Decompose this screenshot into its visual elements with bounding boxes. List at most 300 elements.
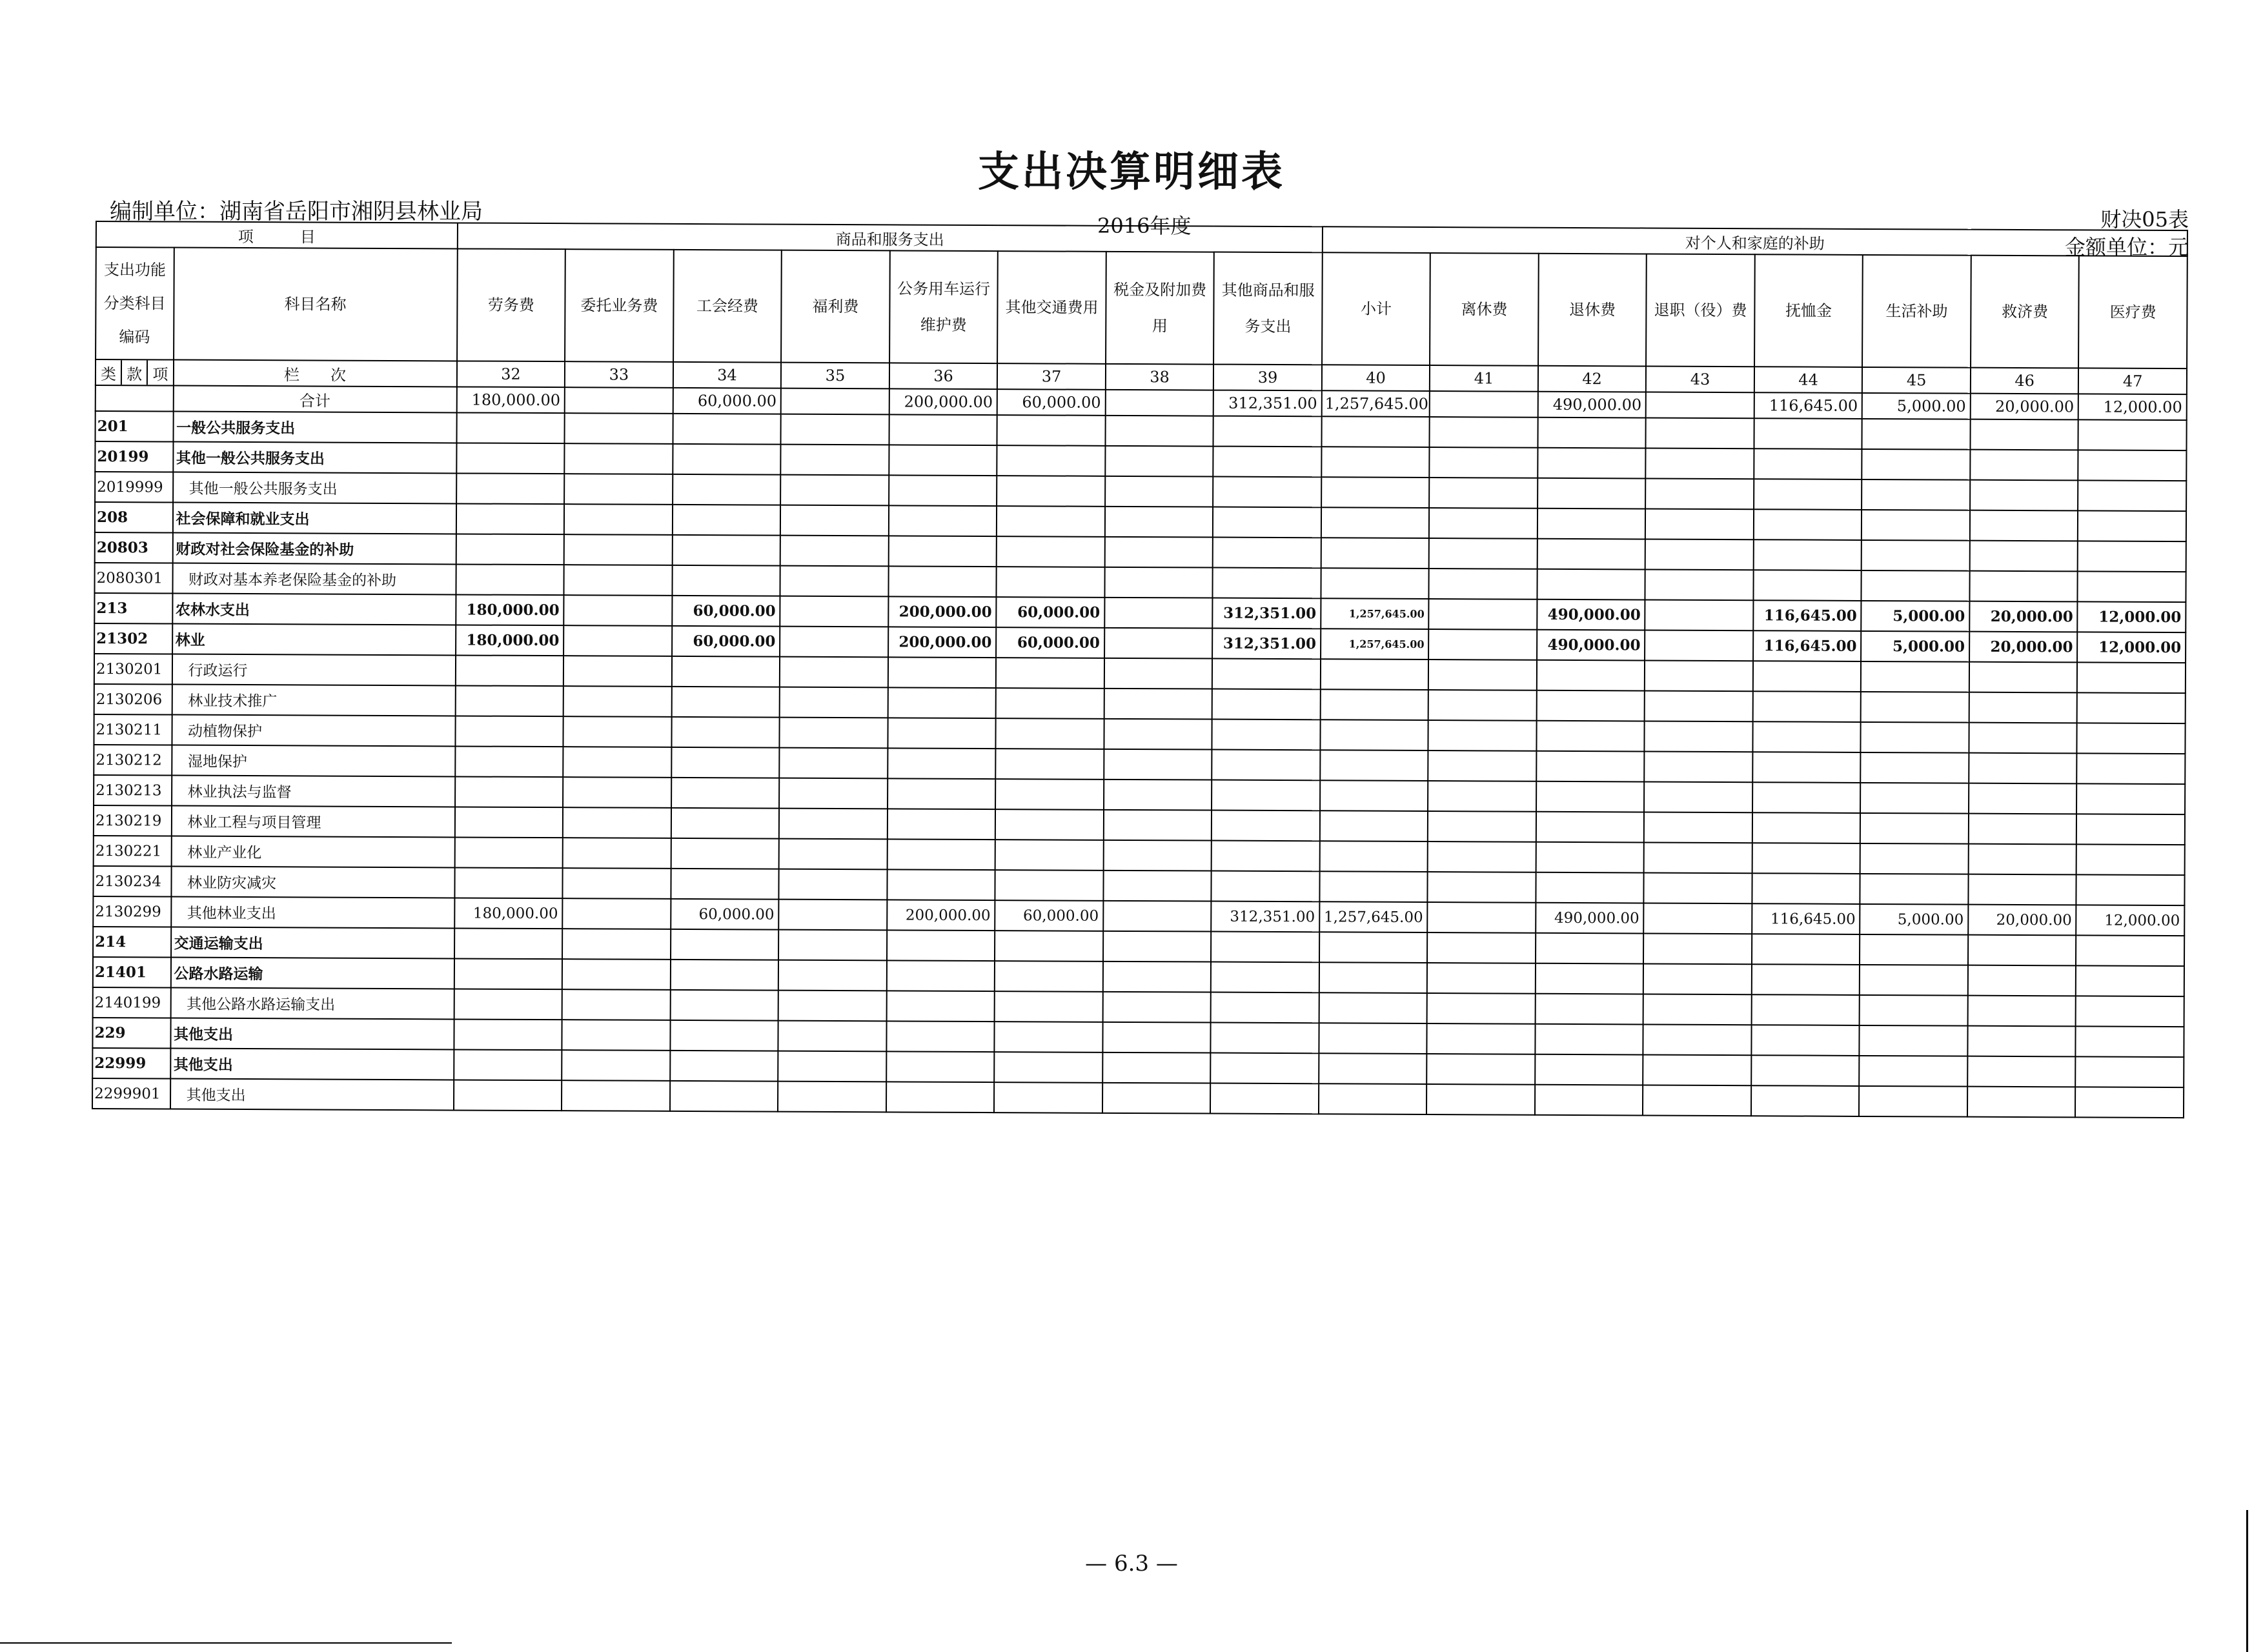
- amount-cell: [1862, 540, 1970, 571]
- amount-cell: [1861, 692, 1969, 723]
- amount-cell: [2076, 814, 2185, 845]
- column-header: 福利费: [781, 250, 889, 363]
- amount-cell: [2076, 996, 2184, 1027]
- amount-cell: [1211, 1023, 1319, 1054]
- category-subheader: [96, 359, 174, 386]
- scan-edge-line: [0, 1642, 452, 1644]
- amount-cell: [672, 535, 780, 566]
- column-header: 医疗费: [2078, 256, 2187, 368]
- amount-cell: [1320, 720, 1428, 750]
- amount-cell: [778, 1082, 886, 1113]
- amount-cell: [1211, 992, 1319, 1023]
- column-number: 47: [2078, 368, 2187, 394]
- amount-cell: [1427, 932, 1536, 963]
- amount-cell: [1752, 964, 1860, 995]
- amount-cell: 200,000.00: [888, 596, 997, 627]
- amount-cell: [1968, 874, 2076, 905]
- amount-cell: [1535, 1024, 1643, 1055]
- amount-cell: 200,000.00: [888, 627, 997, 658]
- amount-cell: [1536, 933, 1644, 964]
- amount-cell: [454, 837, 563, 868]
- amount-cell: [1643, 933, 1752, 964]
- amount-cell: [1862, 479, 1970, 510]
- amount-cell: [1861, 661, 1969, 692]
- amount-cell: [1644, 903, 1752, 934]
- amount-cell: [671, 929, 779, 960]
- amount-cell: [1860, 874, 1969, 905]
- column-header: 公务用车运行维护费: [889, 250, 998, 363]
- expenditure-table-wrapper: [92, 221, 2188, 1164]
- amount-cell: [995, 931, 1103, 962]
- amount-cell: [1428, 902, 1536, 933]
- amount-cell: 116,645.00: [1753, 630, 1862, 661]
- amount-cell: [1536, 751, 1645, 782]
- amount-cell: [1428, 781, 1536, 812]
- subject-code: 2130219: [94, 805, 172, 836]
- amount-cell: [1751, 1025, 1860, 1056]
- amount-cell: [1212, 841, 1320, 872]
- subject-name: 林业工程与项目管理: [171, 806, 454, 838]
- subject-name: 财政对社会保险基金的补助: [172, 533, 456, 565]
- amount-cell: [1645, 478, 1754, 509]
- amount-cell: [1969, 814, 2077, 845]
- amount-cell: [1103, 931, 1212, 962]
- amount-cell: [1645, 539, 1754, 570]
- subject-code: 2130201: [94, 654, 172, 685]
- column-number: 39: [1213, 365, 1322, 391]
- amount-cell: [1753, 570, 1862, 601]
- amount-cell: [778, 1051, 886, 1082]
- column-header: 其他商品和服务支出: [1213, 252, 1322, 365]
- subject-code: 213: [94, 593, 172, 624]
- amount-cell: 312,351.00: [1212, 902, 1320, 932]
- amount-cell: [1430, 447, 1538, 478]
- column-number: 38: [1106, 364, 1214, 390]
- subject-name: 林业防灾减灾: [171, 867, 454, 898]
- amount-cell: [889, 475, 997, 506]
- amount-cell: 180,000.00: [456, 625, 564, 656]
- amount-cell: [672, 565, 780, 596]
- subject-name: 一般公共服务支出: [173, 412, 456, 443]
- amount-cell: [886, 1051, 995, 1082]
- amount-cell: [780, 566, 889, 597]
- amount-cell: [670, 1051, 778, 1082]
- amount-cell: [562, 1080, 670, 1111]
- amount-cell: [886, 1021, 995, 1052]
- column-number: 41: [1430, 365, 1538, 392]
- amount-cell: [1645, 599, 1754, 630]
- amount-cell: [2078, 510, 2186, 541]
- amount-cell: [1969, 844, 2077, 875]
- amount-cell: 60,000.00: [997, 597, 1105, 628]
- amount-cell: [1320, 750, 1428, 781]
- amount-cell: [778, 991, 887, 1022]
- page-number: — 6.3 —: [1085, 1551, 1178, 1576]
- amount-cell: 312,351.00: [1212, 629, 1321, 660]
- amount-cell: [996, 718, 1104, 749]
- amount-cell: [2076, 844, 2185, 875]
- amount-cell: [671, 687, 780, 718]
- total-code-cell: [96, 385, 174, 412]
- amount-cell: 180,000.00: [454, 898, 563, 929]
- amount-cell: 490,000.00: [1536, 903, 1644, 934]
- amount-cell: [1645, 569, 1754, 600]
- amount-cell: [889, 505, 997, 536]
- total-cell: [1430, 391, 1538, 418]
- compiling-unit: 编制单位：湖南省岳阳市湘阴县林业局: [110, 199, 483, 225]
- amount-cell: [1860, 995, 1968, 1026]
- column-number: 44: [1754, 367, 1863, 393]
- amount-cell: [779, 869, 888, 900]
- name-header: 科目名称: [174, 248, 458, 361]
- amount-cell: [671, 838, 779, 869]
- amount-cell: [2078, 571, 2186, 602]
- amount-cell: [1751, 1085, 1860, 1116]
- amount-cell: [1751, 994, 1860, 1025]
- amount-cell: [889, 414, 997, 445]
- amount-cell: [1751, 1055, 1860, 1086]
- amount-cell: 60,000.00: [996, 627, 1104, 658]
- amount-cell: 60,000.00: [995, 900, 1104, 931]
- amount-cell: [1426, 1084, 1535, 1115]
- total-cell: 12,000.00: [2078, 394, 2187, 420]
- column-header: 工会经费: [673, 250, 782, 363]
- amount-cell: [1319, 962, 1428, 993]
- amount-cell: [1644, 842, 1752, 873]
- amount-cell: [1752, 934, 1860, 965]
- subject-name: 其他一般公共服务支出: [173, 472, 456, 504]
- amount-cell: [1428, 750, 1537, 781]
- amount-cell: [1752, 782, 1861, 813]
- amount-cell: [454, 867, 563, 898]
- amount-cell: [1537, 418, 1646, 448]
- amount-cell: [1102, 1083, 1211, 1114]
- personal-subsidy-group-header: 对个人和家庭的补助: [1323, 227, 2187, 256]
- subject-code: 201: [96, 411, 174, 442]
- form-number: 财决05表: [2100, 207, 2189, 232]
- amount-cell: [562, 989, 671, 1020]
- amount-cell: [2076, 783, 2185, 814]
- amount-cell: [563, 686, 672, 717]
- amount-cell: [888, 748, 996, 779]
- amount-cell: [1969, 571, 2078, 602]
- amount-cell: [562, 959, 671, 990]
- column-number: 43: [1646, 366, 1754, 392]
- amount-cell: [1319, 992, 1427, 1023]
- amount-cell: [1753, 691, 1862, 722]
- amount-cell: [1860, 843, 1969, 874]
- amount-cell: [780, 536, 889, 567]
- amount-cell: [887, 839, 995, 870]
- amount-cell: [1321, 447, 1430, 478]
- amount-cell: 20,000.00: [1969, 601, 2078, 632]
- amount-cell: [1969, 783, 2077, 814]
- amount-cell: [1319, 871, 1428, 902]
- amount-cell: [1646, 448, 1754, 479]
- code-header: 支出功能分类科目编码: [96, 247, 174, 360]
- amount-cell: [2075, 1087, 2184, 1118]
- amount-cell: 60,000.00: [672, 626, 780, 657]
- subject-name: 林业: [172, 624, 456, 656]
- column-number: 42: [1538, 366, 1647, 392]
- column-header: 税金及附加费用: [1106, 252, 1214, 365]
- amount-cell: [1861, 752, 1969, 783]
- amount-cell: [673, 414, 781, 445]
- amount-cell: [1320, 811, 1428, 841]
- subject-name: 其他支出: [170, 1018, 454, 1050]
- column-header: 退休费: [1538, 254, 1647, 367]
- amount-cell: [563, 807, 671, 838]
- amount-cell: [1427, 1054, 1536, 1085]
- amount-cell: [673, 474, 781, 505]
- amount-cell: [1213, 507, 1321, 538]
- amount-cell: [1427, 993, 1536, 1024]
- amount-cell: [1537, 660, 1645, 691]
- amount-cell: [1537, 478, 1646, 509]
- header-row-columns: [96, 247, 2187, 368]
- amount-cell: [1104, 780, 1212, 811]
- amount-cell: [2076, 1056, 2184, 1087]
- amount-cell: [1102, 1022, 1211, 1053]
- column-header: 小计: [1322, 252, 1430, 365]
- column-number: 32: [457, 361, 565, 387]
- subject-code: 20803: [95, 532, 173, 563]
- amount-cell: [1211, 962, 1319, 993]
- amount-cell: [454, 1019, 562, 1050]
- amount-cell: [1643, 1024, 1752, 1055]
- amount-cell: [1320, 689, 1428, 720]
- amount-cell: 20,000.00: [1969, 632, 2078, 663]
- amount-cell: [1212, 659, 1321, 690]
- subject-name: 林业执法与监督: [172, 776, 455, 807]
- amount-cell: 180,000.00: [456, 594, 564, 625]
- amount-cell: [1754, 418, 1862, 449]
- column-header: 救济费: [1971, 256, 2079, 368]
- amount-cell: [564, 534, 673, 565]
- amount-cell: [1429, 538, 1537, 569]
- amount-cell: 60,000.00: [671, 899, 779, 930]
- amount-cell: [1859, 1086, 1967, 1117]
- amount-cell: 312,351.00: [1213, 598, 1321, 629]
- column-header: 其他交通费用: [997, 251, 1106, 364]
- amount-cell: [1102, 1053, 1211, 1083]
- amount-cell: [886, 1082, 995, 1113]
- amount-cell: [456, 655, 564, 686]
- amount-cell: [1536, 781, 1645, 812]
- amount-cell: [1970, 541, 2078, 572]
- amount-cell: [1861, 722, 1969, 753]
- amount-cell: [781, 414, 889, 445]
- goods-services-group-header: 商品和服务支出: [458, 223, 1323, 252]
- amount-cell: [1643, 994, 1752, 1025]
- amount-cell: [2078, 450, 2187, 481]
- subject-name: 其他林业支出: [171, 897, 454, 929]
- amount-cell: [1428, 629, 1537, 660]
- subject-name: 其他支出: [170, 1049, 454, 1080]
- subject-code: 2299901: [92, 1078, 170, 1109]
- amount-cell: [2077, 723, 2186, 754]
- amount-cell: 490,000.00: [1537, 630, 1645, 661]
- amount-cell: [780, 657, 888, 688]
- column-header: 委托业务费: [565, 249, 673, 362]
- amount-cell: [454, 1080, 562, 1111]
- amount-cell: [889, 445, 997, 476]
- amount-cell: [1967, 1087, 2076, 1118]
- total-cell: [781, 388, 889, 415]
- amount-cell: [2076, 874, 2185, 905]
- amount-cell: [888, 778, 996, 809]
- amount-cell: [1754, 479, 1862, 510]
- subject-code: 2130213: [94, 775, 172, 806]
- column-row-label: 栏 次: [173, 360, 456, 387]
- subject-name: 其他支出: [170, 1079, 454, 1111]
- amount-cell: [1427, 1023, 1536, 1054]
- column-number: 35: [781, 363, 889, 389]
- subject-code: 2130234: [93, 866, 171, 897]
- amount-cell: [456, 443, 565, 474]
- amount-cell: [670, 1081, 778, 1112]
- total-cell: 5,000.00: [1862, 393, 1971, 419]
- amount-cell: [1211, 1053, 1319, 1084]
- subject-name: 林业技术推广: [172, 685, 455, 716]
- amount-cell: [1105, 476, 1213, 507]
- amount-cell: [2077, 692, 2186, 723]
- total-cell: 60,000.00: [673, 388, 781, 414]
- amount-cell: [1103, 901, 1212, 932]
- amount-cell: [1319, 841, 1428, 872]
- amount-cell: [997, 445, 1106, 476]
- subject-name: 动植物保护: [172, 715, 455, 747]
- subject-name: 湿地保护: [172, 745, 455, 777]
- amount-cell: [780, 505, 889, 536]
- amount-cell: [1213, 447, 1322, 478]
- amount-cell: [780, 475, 889, 506]
- amount-cell: [670, 990, 778, 1021]
- amount-cell: [994, 1052, 1102, 1083]
- amount-cell: [888, 718, 996, 749]
- amount-cell: [888, 536, 997, 567]
- amount-cell: [1643, 1085, 1751, 1116]
- amount-cell: [887, 869, 995, 900]
- amount-cell: [563, 747, 671, 778]
- amount-cell: [1428, 872, 1536, 903]
- amount-cell: [1643, 1054, 1752, 1085]
- amount-cell: [780, 748, 888, 779]
- amount-cell: [1968, 935, 2076, 966]
- amount-cell: [1319, 1083, 1427, 1114]
- amount-cell: [456, 412, 565, 443]
- amount-cell: [1645, 660, 1753, 691]
- amount-cell: [563, 838, 671, 869]
- amount-cell: [2076, 935, 2184, 966]
- total-cell: 180,000.00: [456, 387, 565, 413]
- amount-cell: [1537, 539, 1646, 570]
- subject-name: 林业产业化: [171, 836, 454, 868]
- subject-code: 2019999: [95, 472, 173, 503]
- amount-cell: [564, 565, 673, 596]
- amount-cell: [1103, 871, 1212, 902]
- column-header: 生活补助: [1862, 255, 1971, 368]
- amount-cell: 5,000.00: [1860, 904, 1969, 935]
- amount-cell: [1319, 1023, 1427, 1054]
- subject-code: 2130206: [94, 684, 172, 715]
- amount-cell: [1429, 478, 1537, 509]
- amount-cell: [1753, 661, 1862, 692]
- amount-cell: [780, 687, 888, 718]
- amount-cell: [1645, 690, 1753, 721]
- subject-code: 214: [93, 927, 171, 958]
- amount-cell: [778, 960, 887, 991]
- amount-cell: [1429, 508, 1537, 539]
- amount-cell: [671, 869, 779, 900]
- amount-cell: 12,000.00: [2078, 601, 2186, 632]
- amount-cell: [1321, 507, 1430, 538]
- amount-cell: [1645, 630, 1753, 661]
- amount-cell: 12,000.00: [2077, 632, 2186, 663]
- amount-cell: [1752, 873, 1860, 904]
- amount-cell: [887, 930, 995, 961]
- amount-cell: [1213, 416, 1322, 447]
- amount-cell: [1537, 690, 1645, 721]
- amount-cell: [1105, 416, 1213, 447]
- amount-cell: [562, 1050, 670, 1081]
- amount-cell: [886, 991, 995, 1022]
- subject-name: 财政对基本养老保险基金的补助: [172, 563, 456, 595]
- amount-cell: [1969, 753, 2077, 784]
- subject-code: 2130212: [94, 745, 172, 776]
- subject-code: 208: [95, 502, 173, 533]
- column-number: 37: [997, 363, 1106, 390]
- column-number: 40: [1322, 365, 1430, 391]
- total-cell: 312,351.00: [1213, 390, 1322, 417]
- amount-cell: [997, 567, 1105, 598]
- amount-cell: 200,000.00: [887, 900, 995, 931]
- amount-cell: [1969, 723, 2077, 754]
- amount-cell: [1969, 692, 2078, 723]
- amount-cell: [1645, 751, 1753, 782]
- amount-cell: [1104, 537, 1213, 568]
- subject-name: 其他公路水路运输支出: [170, 988, 454, 1020]
- expenditure-table: [92, 221, 2188, 1118]
- amount-cell: [562, 929, 671, 960]
- amount-cell: [1860, 934, 1968, 965]
- amount-cell: [1104, 810, 1212, 841]
- amount-cell: [1970, 419, 2078, 450]
- amount-cell: [1968, 996, 2076, 1027]
- amount-cell: [778, 1021, 887, 1052]
- amount-cell: [779, 839, 888, 870]
- amount-cell: [888, 809, 996, 840]
- amount-cell: [1968, 965, 2076, 996]
- amount-cell: [994, 1082, 1102, 1113]
- column-number: 46: [1971, 368, 2079, 394]
- amount-cell: [673, 444, 781, 475]
- amount-cell: [1862, 570, 1970, 601]
- amount-cell: [1643, 963, 1752, 994]
- amount-cell: [1752, 812, 1861, 843]
- amount-cell: [996, 688, 1104, 719]
- amount-cell: [1970, 450, 2078, 481]
- amount-cell: [1212, 720, 1321, 750]
- amount-cell: [888, 687, 996, 718]
- column-number: 36: [889, 363, 998, 389]
- amount-cell: [455, 746, 563, 777]
- amount-cell: [1862, 419, 1971, 450]
- amount-cell: [888, 657, 997, 688]
- amount-cell: [1860, 1056, 1968, 1087]
- amount-cell: [1213, 477, 1321, 508]
- amount-cell: [1212, 871, 1320, 902]
